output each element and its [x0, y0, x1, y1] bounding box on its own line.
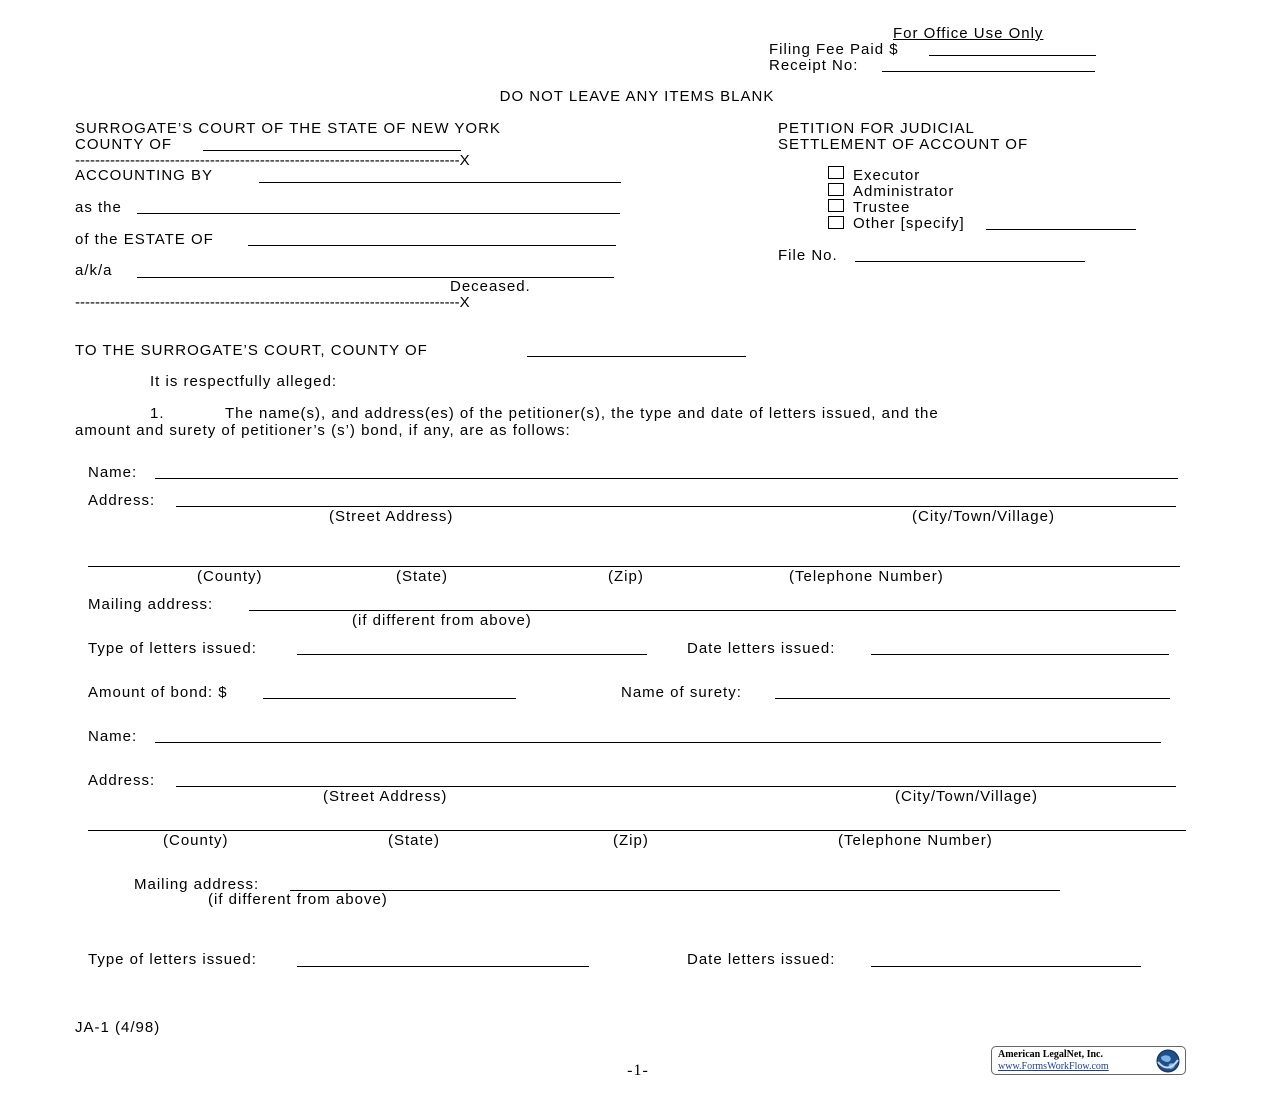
petitioner1-name-field[interactable] — [155, 478, 1178, 479]
estate-of-field[interactable] — [248, 245, 616, 246]
petitioner1-state-caption: (State) — [396, 568, 449, 585]
other-label: Other [specify] — [853, 215, 965, 232]
county-label: COUNTY OF — [75, 136, 173, 153]
alleged-text: It is respectfully alleged: — [150, 373, 338, 390]
county-field[interactable] — [203, 150, 461, 151]
petitioner1-if-different: (if different from above) — [352, 612, 532, 629]
petitioner1-bond-field[interactable] — [263, 698, 516, 699]
receipt-field[interactable] — [882, 71, 1095, 72]
trustee-checkbox[interactable] — [828, 199, 844, 212]
petitioner1-name-label: Name: — [88, 464, 138, 481]
file-no-field[interactable] — [855, 261, 1085, 262]
petitioner2-name-field[interactable] — [155, 742, 1161, 743]
administrator-checkbox[interactable] — [828, 183, 844, 196]
petitioner1-surety-field[interactable] — [775, 698, 1170, 699]
deceased-label: Deceased. — [450, 278, 531, 295]
petitioner1-city-caption: (City/Town/Village) — [912, 508, 1055, 525]
petitioner2-phone-caption: (Telephone Number) — [838, 832, 993, 849]
to-court-text: TO THE SURROGATE’S COURT, COUNTY OF — [75, 342, 428, 359]
form-id: JA-1 (4/98) — [75, 1019, 161, 1036]
accounting-by-field[interactable] — [259, 182, 621, 183]
page-number: -1- — [627, 1062, 649, 1079]
estate-of-label: of the ESTATE OF — [75, 231, 214, 248]
petitioner1-county-caption: (County) — [197, 568, 263, 585]
caption-divider-bottom: -----------------------------------------------------------------------------X — [75, 294, 470, 311]
other-specify-field[interactable] — [986, 229, 1136, 230]
to-court-county-field[interactable] — [527, 356, 746, 357]
administrator-label: Administrator — [853, 183, 955, 200]
petitioner2-if-different: (if different from above) — [208, 891, 388, 908]
petitioner1-address-field[interactable] — [176, 506, 1176, 507]
petitioner2-letters-date-field[interactable] — [871, 966, 1141, 967]
office-use-heading: For Office Use Only — [893, 25, 1044, 42]
item1-line2: amount and surety of petitioner’s (s’) bond, if any, are as follows: — [75, 422, 571, 439]
as-the-field[interactable] — [137, 213, 620, 214]
petitioner1-bond-label: Amount of bond: $ — [88, 684, 228, 701]
aka-field[interactable] — [137, 277, 614, 278]
petitioner2-name-label: Name: — [88, 728, 138, 745]
petitioner2-city-caption: (City/Town/Village) — [895, 788, 1038, 805]
caption-divider-top: -----------------------------------------------------------------------------X — [75, 152, 470, 169]
petition-title-line2: SETTLEMENT OF ACCOUNT OF — [778, 136, 1029, 153]
american-legalnet-logo — [991, 1046, 1186, 1075]
filing-fee-field[interactable] — [929, 55, 1096, 56]
file-no-label: File No. — [778, 247, 838, 264]
petitioner1-surety-label: Name of surety: — [621, 684, 742, 701]
petitioner2-county-caption: (County) — [163, 832, 229, 849]
petitioner1-letters-date-label: Date letters issued: — [687, 640, 836, 657]
petitioner2-state-caption: (State) — [388, 832, 441, 849]
petitioner1-address-label: Address: — [88, 492, 156, 509]
globe-icon — [1155, 1048, 1181, 1074]
logo-url[interactable]: www.FormsWorkFlow.com — [998, 1061, 1109, 1072]
other-checkbox[interactable] — [828, 216, 844, 229]
petitioner1-mailing-field[interactable] — [249, 610, 1176, 611]
petitioner2-letters-date-label: Date letters issued: — [687, 951, 836, 968]
petitioner1-letters-date-field[interactable] — [871, 654, 1169, 655]
petitioner2-address-label: Address: — [88, 772, 156, 789]
executor-checkbox[interactable] — [828, 166, 844, 179]
petitioner1-street-caption: (Street Address) — [329, 508, 454, 525]
petitioner2-mailing-label: Mailing address: — [134, 876, 260, 893]
item1-number: 1. — [150, 405, 165, 422]
trustee-label: Trustee — [853, 199, 911, 216]
accounting-by-label: ACCOUNTING BY — [75, 167, 214, 184]
executor-label: Executor — [853, 167, 921, 184]
petitioner2-letters-type-field[interactable] — [297, 966, 589, 967]
petitioner2-address-field[interactable] — [176, 786, 1176, 787]
petitioner2-county-line[interactable] — [88, 830, 1186, 831]
petitioner1-zip-caption: (Zip) — [608, 568, 644, 585]
petitioner1-letters-type-label: Type of letters issued: — [88, 640, 257, 657]
petitioner2-letters-type-label: Type of letters issued: — [88, 951, 257, 968]
petitioner1-phone-caption: (Telephone Number) — [789, 568, 944, 585]
as-the-label: as the — [75, 199, 122, 216]
logo-company-name: American LegalNet, Inc. — [998, 1049, 1103, 1060]
court-heading: SURROGATE’S COURT OF THE STATE OF NEW YORK — [75, 120, 501, 137]
petitioner2-zip-caption: (Zip) — [613, 832, 649, 849]
petitioner1-county-line[interactable] — [88, 566, 1180, 567]
notice-heading: DO NOT LEAVE ANY ITEMS BLANK — [499, 88, 775, 105]
filing-fee-label: Filing Fee Paid $ — [769, 41, 899, 58]
petitioner2-street-caption: (Street Address) — [323, 788, 448, 805]
petitioner1-mailing-label: Mailing address: — [88, 596, 214, 613]
petitioner2-mailing-field[interactable] — [290, 890, 1060, 891]
receipt-label: Receipt No: — [769, 57, 859, 74]
petitioner1-letters-type-field[interactable] — [297, 654, 647, 655]
aka-label: a/k/a — [75, 262, 113, 279]
petition-title-line1: PETITION FOR JUDICIAL — [778, 120, 975, 137]
item1-line1: The name(s), and address(es) of the petitioner(s), the type and date of letters issued, and the — [225, 405, 939, 422]
